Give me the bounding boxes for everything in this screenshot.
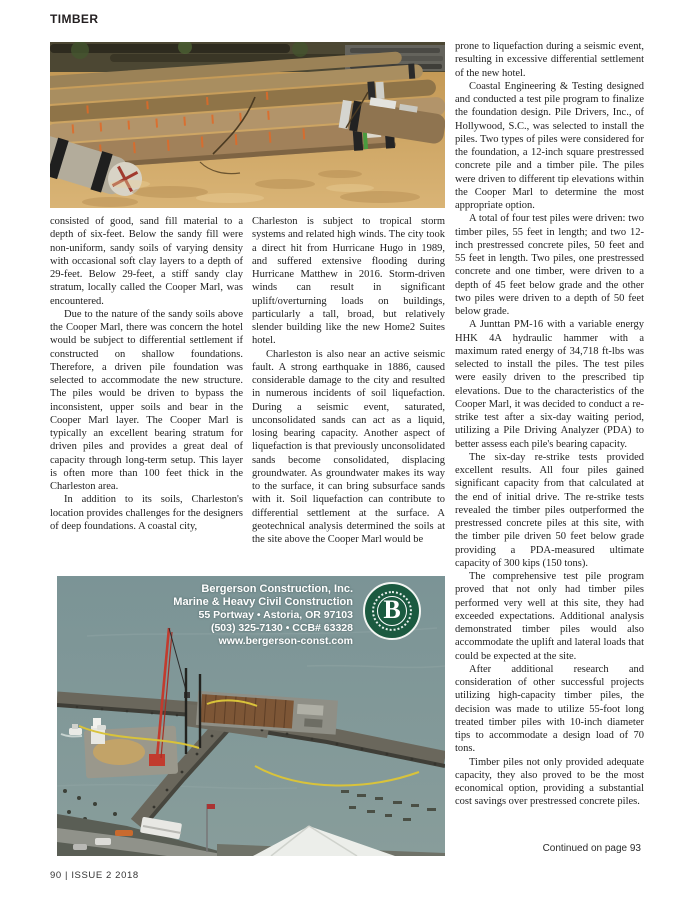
paragraph: A Junttan PM-16 with a variable energy HHK 4A hydraulic hammer with a maximum rated energy of 34,718 ft-lbs was selected to install the piles. The test piles were easily driven to the prescribed tip elevations. Due to the characteristics of the Cooper Marl, it was decided to conduct a re-strike test after a six-day waiting period, utilizing a Pile Driving Analyzer (PDA) to better assess each pile's bearing capacity.	[455, 319, 644, 450]
ad-address: 55 Portway • Astoria, OR 97103	[198, 609, 353, 621]
column-left	[50, 215, 243, 567]
paragraph: A total of four test piles were driven: two timber piles, 55 feet in length; and two 12-inch prestressed concrete piles, 50 feet and 55 feet in length. Two piles, one prestressed concrete and one timber, were driven to a depth of 45 feet below grade and the other two piles were driven to a depth of 50 feet below grade.	[455, 213, 644, 317]
advertisement	[173, 583, 353, 648]
paragraph: In addition to its soils, Charleston's location provides challenges for the designers of deep foundations. A coastal city,	[50, 494, 243, 532]
ad-company-name: Bergerson Construction, Inc.	[201, 583, 353, 595]
paragraph: After additional research and consideration of other successful projects utilizing high-capacity timber piles, the decision was made to utilize 55-foot long treated timber piles with 10-inch diameter tips to accommodate a design load of 70 tons.	[455, 663, 644, 755]
paragraph: Charleston is also near an active seismic fault. A strong earthquake in 1886, caused considerable damage to the city and resulted in numerous incidents of soil liquefaction. During a seismic event, saturated, unconsolidated sands can act as a liquid, losing bearing capacity. Another aspect of liquefaction is that previously unconsolidated sands become consolidated, displacing groundwater. As groundwater makes its way to the surface, it can bring subsurface sands with it. Soil liquefaction can contribute to differential settlement at the surface. A geotechnical analysis determined the soils at the site above the Cooper Marl would be	[252, 348, 445, 545]
logo-inner-circle	[377, 596, 407, 626]
column-middle	[252, 215, 445, 567]
ad-phone: (503) 325-7130 • CCB# 63328	[210, 622, 353, 634]
paragraph: Timber piles not only provided adequate capacity, they also proved to be the most economical option, providing a substantial cost savings over prestressed concrete piles.	[455, 756, 644, 808]
continued-note: Continued on page 93	[542, 843, 641, 854]
aerial-pier-photo	[57, 576, 445, 856]
paragraph: consisted of good, sand fill material to a depth of six-feet. Below the sandy fill were non-uniform, sandy soils of varying density with occasional soft clay layers to a depth of 29-feet. Below 29-feet, a stiff sandy clay stratum, locally called the Cooper Marl, was encountered.	[50, 216, 243, 307]
column-right	[455, 40, 644, 840]
paragraph: Coastal Engineering & Testing designed and conducted a test pile program to finalize the foundation design. Pile Drivers, Inc., of Hollywood, S.C., was selected to install the piles. Two types of piles were considered for the foundation, a 12-inch square prestressed concrete pile and a timber pile. The piles were driven to different tip elevations within the Cooper Marl to determine the most appropriate option.	[455, 80, 644, 211]
timber-piles-illustration	[50, 42, 445, 208]
section-header: TIMBER	[50, 12, 99, 26]
ad-website: www.bergerson-const.com	[218, 635, 353, 647]
paragraph: Due to the nature of the sandy soils above the Cooper Marl, there was concern the hotel would be subject to differential settlement if constructed on shallow foundations. Therefore, a driven pile foundation was selected to accommodate the new structure. The piles would be driven to bypass the inconsistent, upper soils and bear in the Cooper Marl layer. The Cooper Marl is typically an excellent bearing stratum for driven piles and provides a great deal of capacity through long-term setup. This layer is often more than 100 feet thick in the Charleston area.	[50, 308, 243, 492]
paragraph: The comprehensive test pile program proved that not only had timber piles performed very well at this site, they had exceeded expectations. Additional analysis demonstrated timber piles would also accommodate the uplift and lateral loads that could be expected at the site.	[455, 571, 644, 662]
paragraph: Charleston is subject to tropical storm systems and related high winds. The city took a direct hit from Hurricane Hugo in 1989, and suffered extensive flooding during Hurricane Matthew in 2016. Storm-driven winds can result in significant uplift/overturning loads on buildings, particularly a tall, broad, but relatively slender building like the new Home2 Suites hotel.	[252, 216, 445, 347]
ad-tagline: Marine & Heavy Civil Construction	[173, 596, 353, 608]
logo-letter: B	[383, 595, 401, 624]
paragraph: prone to liquefaction during a seismic event, resulting in excessive differential settlement of the new hotel.	[455, 41, 644, 79]
paragraph: The six-day re-strike tests provided excellent results. All four piles gained significant capacity from that calculated at the end of initial drive. The re-strike tests revealed the timber piles outperformed the prestressed concrete piles at this site, with the timber pile driven 50 feet below grade providing a PDA-measured ultimate capacity of 300 kips (150 tons).	[455, 451, 644, 569]
page-folio: 90 | ISSUE 2 2018	[50, 870, 139, 881]
timber-piles-photo	[50, 42, 445, 208]
bergerson-logo	[363, 582, 421, 640]
